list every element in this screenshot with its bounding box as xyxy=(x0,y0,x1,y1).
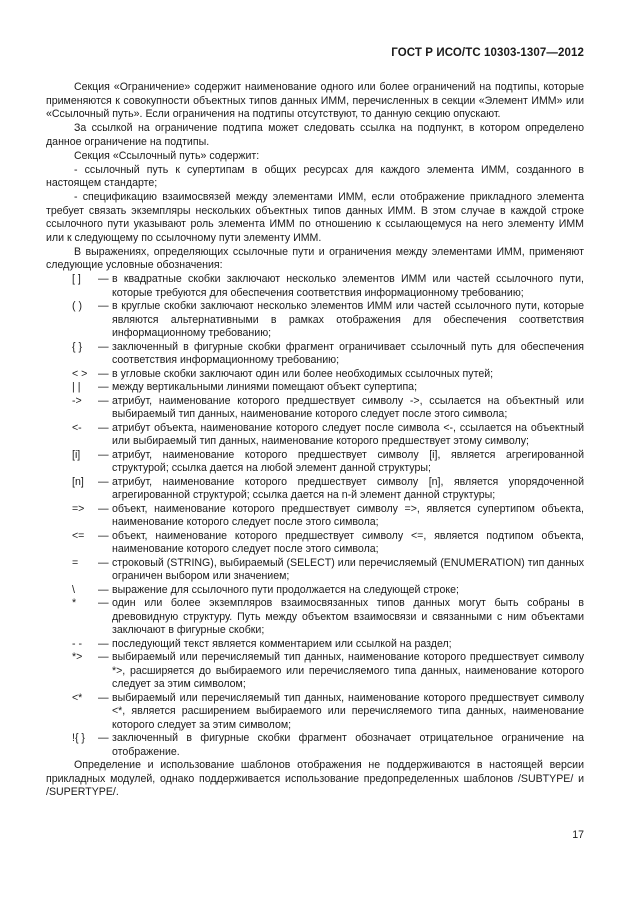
definition-symbol: \ xyxy=(72,583,75,596)
definition-symbol: -> xyxy=(72,394,82,407)
definition-text: атрибут, наименование которого предшествует символу [i], является агрегированной структурой; ссылка дается на любой элемент данной структуры; xyxy=(112,448,584,474)
definition-text: выбираемый или перечисляемый тип данных, наименование которого предшествует символу <*, является расширением выбираемого или перечисляемого типа данных, наименование которого следует за этим символом; xyxy=(112,691,584,731)
definition-dash: — xyxy=(98,583,109,596)
definition-item xyxy=(72,381,584,395)
document-header xyxy=(391,47,584,59)
definition-text: выбираемый или перечисляемый тип данных, наименование которого предшествует символу *>, расширяется до выбираемого или перечисляемого типа данных, наименование которого следует за этим символом; xyxy=(112,651,584,690)
definition-symbol: - - xyxy=(72,637,82,650)
definition-item xyxy=(72,732,584,759)
definition-text: последующий текст является комментарием или ссылкой на раздел; xyxy=(112,637,452,650)
paragraph-reference-path-intro: Секция «Ссылочный путь» содержит: xyxy=(74,149,260,162)
definition-dash: — xyxy=(98,475,109,488)
definition-text: атрибут объекта, наименование которого следует после символа <-, ссылается на объектный или выбираемый тип данных, наименование которого предшествует этому символу; xyxy=(112,421,584,447)
definition-symbol: { } xyxy=(72,340,83,353)
definition-dash: — xyxy=(98,273,109,285)
definition-dash: — xyxy=(98,637,109,650)
definition-dash: — xyxy=(98,529,109,542)
definition-symbol: <- xyxy=(72,421,82,434)
definition-text: между вертикальными линиями помещают объект супертипа; xyxy=(112,381,418,393)
definition-item xyxy=(72,300,584,341)
definition-item xyxy=(72,597,584,638)
paragraph-notation-intro: В выражениях, определяющих ссылочные пути и ограничения между элементами ИММ, применяют следующие условные обозначения: xyxy=(46,245,584,271)
definition-item xyxy=(72,341,584,368)
definition-item xyxy=(72,395,584,422)
definition-symbol: [ ] xyxy=(72,273,81,285)
page-body xyxy=(46,81,584,800)
definition-item xyxy=(72,557,584,584)
definition-dash: — xyxy=(98,597,109,609)
definition-item xyxy=(72,422,584,449)
definition-symbol: [i] xyxy=(72,448,81,461)
definition-symbol: * xyxy=(72,597,77,609)
definition-dash: — xyxy=(98,651,109,663)
definition-symbol: ( ) xyxy=(72,300,82,312)
definition-item xyxy=(72,476,584,503)
standard-code: ГОСТ Р ИСО/ТС 10303-1307—2012 xyxy=(391,47,584,59)
paragraph-constraint-reference: За ссылкой на ограничение подтипа может следовать ссылка на подпункт, в котором определено данное ограничение на подтипы. xyxy=(46,122,584,148)
paragraph-reference-path-item-1: - ссылочный путь к супертипам в общих ресурсах для каждого элемента ИММ, созданного в настоящем стандарте; xyxy=(46,163,584,189)
definition-symbol: <= xyxy=(72,529,85,542)
definition-symbol: *> xyxy=(72,651,83,663)
definition-item xyxy=(72,449,584,476)
definition-dash: — xyxy=(98,732,109,744)
definition-symbol: => xyxy=(72,502,85,515)
definition-symbol: < > xyxy=(72,367,88,380)
definition-dash: — xyxy=(98,691,109,704)
definition-text: атрибут, наименование которого предшествует символу ->, ссылается на объектный или выбираемый тип данных, наименование которого следует после этого символа; xyxy=(112,394,584,420)
definition-item xyxy=(72,638,584,652)
definition-text: заключенный в фигурные скобки фрагмент ограничивает ссылочный путь для обеспечения соответствия информационному требованию; xyxy=(112,340,584,366)
definition-dash: — xyxy=(98,502,109,515)
definition-symbol: !{ } xyxy=(72,732,85,744)
definition-symbol: <* xyxy=(72,691,83,704)
definition-symbol: [n] xyxy=(72,475,84,488)
definition-item xyxy=(72,692,584,733)
notation-definitions-list xyxy=(46,273,584,759)
definition-dash: — xyxy=(98,394,109,407)
definition-item xyxy=(72,530,584,557)
paragraph-reference-path-item-2: - спецификацию взаимосвязей между элементами ИММ, если отображение прикладного элемента требует связать экземпляры нескольких объектных типов данных ИММ. В этом случае в каждой строке ссылочного пути указывают роль элемента ИММ по отношению к ссылающемуся на него элементу ИММ или к следующему по ссылочному пути элементу ИММ. xyxy=(46,191,584,244)
page-number: 17 xyxy=(572,829,584,841)
definition-item xyxy=(72,584,584,598)
definition-dash: — xyxy=(98,556,109,569)
definition-item xyxy=(72,368,584,382)
definition-text: в угловые скобки заключают один или более необходимых ссылочных путей; xyxy=(112,367,494,380)
definition-text: строковый (STRING), выбираемый (SELECT) или перечисляемый (ENUMERATION) тип данных ограничен выбором или значением; xyxy=(112,556,584,582)
definition-dash: — xyxy=(98,300,109,312)
definition-dash: — xyxy=(98,340,109,353)
definition-text: один или более экземпляров взаимосвязанных типов данных могут быть собраны в древовидную структуру. Путь между объектом взаимосвязи и связанными с ним объектами заключают в фигурные скобки; xyxy=(112,597,584,636)
definition-dash: — xyxy=(98,421,109,434)
definition-text: в круглые скобки заключают несколько элементов ИММ или частей ссылочного пути, которые являются альтернативными в рамках отображения для обеспечения соответствия информационному требованию; xyxy=(112,300,584,339)
paragraph-templates-note: Определение и использование шаблонов отображения не поддерживаются в настоящей версии прикладных модулей, однако поддерживается использование предопределенных шаблонов /SUBTYPE/ и /SUPERTYPE/. xyxy=(46,759,584,798)
definition-text: объект, наименование которого предшествует символу =>, является супертипом объекта, наименование которого следует после этого символа; xyxy=(112,502,584,528)
definition-dash: — xyxy=(98,381,109,393)
definition-symbol: | | xyxy=(72,381,81,393)
definition-text: объект, наименование которого предшествует символу <=, является подтипом объекта, наименование которого следует после этого символа; xyxy=(112,529,584,555)
definition-dash: — xyxy=(98,448,109,461)
paragraph-constraint-section: Секция «Ограничение» содержит наименование одного или более ограничений на подтипы, которые применяются к совокупности объектных типов данных ИММ, перечисленных в секции «Элемент ИММ» или «Ссылочный путь». Если ограничения на подтипы отсутствуют, то данную секцию опускают. xyxy=(46,81,584,120)
definition-text: заключенный в фигурные скобки фрагмент обозначает отрицательное ограничение на отображение. xyxy=(112,732,584,758)
definition-text: в квадратные скобки заключают несколько элементов ИММ или частей ссылочного пути, которые требуются для обеспечения соответствия информационному требованию; xyxy=(112,273,584,299)
definition-text: атрибут, наименование которого предшествует символу [n], является упорядоченной агрегированной структурой; ссылка дается на n-й элемент данной структуры; xyxy=(112,475,584,501)
definition-item xyxy=(72,503,584,530)
definition-item xyxy=(72,273,584,300)
definition-symbol: = xyxy=(72,556,79,569)
definition-item xyxy=(72,651,584,692)
definition-dash: — xyxy=(98,367,109,380)
definition-text: выражение для ссылочного пути продолжается на следующей строке; xyxy=(112,583,459,596)
